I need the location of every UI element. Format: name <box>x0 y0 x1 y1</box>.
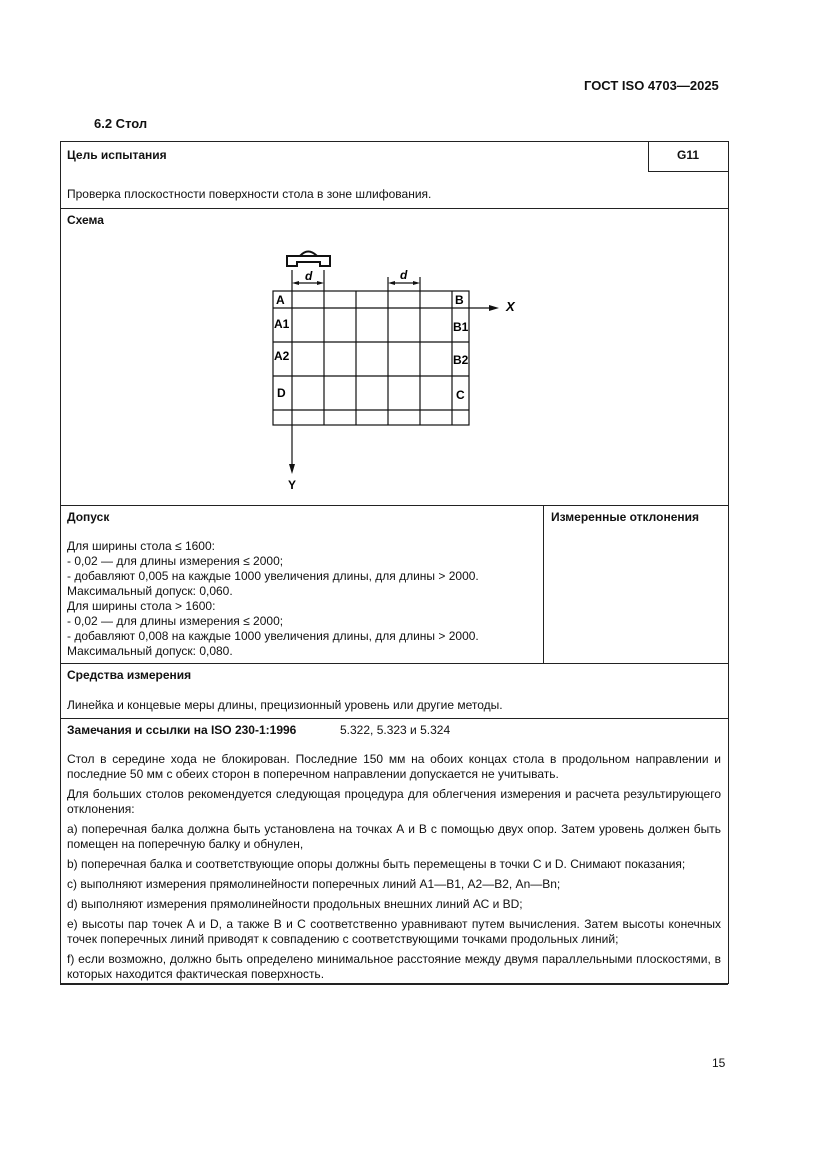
point-label: B2 <box>453 353 469 367</box>
y-axis-label: Y <box>288 478 297 492</box>
tolerance-label: Допуск <box>67 510 110 524</box>
page-number: 15 <box>712 1056 726 1070</box>
tolerance-line: - 0,02 — для длины измерения ≤ 2000; <box>67 554 284 568</box>
remark-paragraph: f) если возможно, должно быть определено минимальное расстояние между двумя параллельными плоскостями, в которых находится фактическая поверхность. <box>67 952 721 981</box>
remark-paragraph: Для больших столов рекомендуется следующая процедура для облегчения измерения и расчета результирующего отклонения: <box>67 787 721 816</box>
tolerance-line: Для ширины стола > 1600: <box>67 599 216 613</box>
point-label: A1 <box>274 317 290 331</box>
remark-paragraph: a) поперечная балка должна быть установлена на точках А и В с помощью двух опор. Затем уровень должен быть помещен на поперечную балку и обнулен, <box>67 822 721 851</box>
instruments-label: Средства измерения <box>67 668 192 682</box>
schema-label: Схема <box>67 213 104 227</box>
objective-label: Цель испытания <box>67 148 167 162</box>
remark-paragraph: d) выполняют измерения прямолинейности продольных внешних линий АС и BD; <box>67 897 523 911</box>
dimension-label-d: d <box>305 269 313 283</box>
x-axis-label: X <box>506 299 515 314</box>
document-id: ГОСТ ISO 4703—2025 <box>584 78 719 93</box>
remarks-label: Замечания и ссылки на ISO 230-1:1996 <box>67 723 297 737</box>
remark-paragraph: b) поперечная балка и соответствующие опоры должны быть перемещены в точки С и D. Снимают показания; <box>67 857 686 871</box>
point-label: B <box>455 293 464 307</box>
remarks-list <box>67 752 721 987</box>
section-title: 6.2 Стол <box>94 116 148 131</box>
point-label: B1 <box>453 320 469 334</box>
tolerance-line: - добавляют 0,008 на каждые 1000 увеличения длины, для длины > 2000. <box>67 629 479 643</box>
remark-paragraph: c) выполняют измерения прямолинейности поперечных линий А1—В1, А2—В2, Аn—Вn; <box>67 877 561 891</box>
instruments-text: Линейка и концевые меры длины, прецизионный уровень или другие методы. <box>67 698 503 712</box>
tolerance-line: - добавляют 0,005 на каждые 1000 увеличения длины, для длины > 2000. <box>67 569 479 583</box>
remark-paragraph: e) высоты пар точек А и D, а также В и С соответственно уравнивают путем вычисления. Затем высоты конечных точек поперечных линий приводят к совпадению с соответствующими точками продольных линий; <box>67 917 721 946</box>
remarks-reference: 5.322, 5.323 и 5.324 <box>340 723 451 737</box>
tolerance-line: Максимальный допуск: 0,080. <box>67 644 233 658</box>
point-label: A2 <box>274 349 290 363</box>
tolerance-line: Максимальный допуск: 0,060. <box>67 584 233 598</box>
test-code: G11 <box>676 148 700 162</box>
objective-text: Проверка плоскостности поверхности стола в зоне шлифования. <box>67 187 432 201</box>
point-label: C <box>456 388 465 402</box>
tolerance-line: - 0,02 — для длины измерения ≤ 2000; <box>67 614 284 628</box>
measured-deviations-label: Измеренные отклонения <box>551 510 700 524</box>
tolerance-list <box>67 539 479 659</box>
dimension-label-d: d <box>400 268 408 282</box>
remark-paragraph: Стол в середине хода не блокирован. Последние 150 мм на обоих концах стола в продольном направлении и последние 50 мм с обеих сторон в поперечном направлении допускается не учитывать. <box>67 752 721 781</box>
point-label: D <box>277 386 286 400</box>
tolerance-line: Для ширины стола ≤ 1600: <box>67 539 215 553</box>
point-label: A <box>276 293 285 307</box>
table-grid-outline <box>273 291 469 425</box>
level-instrument-icon <box>287 252 330 267</box>
